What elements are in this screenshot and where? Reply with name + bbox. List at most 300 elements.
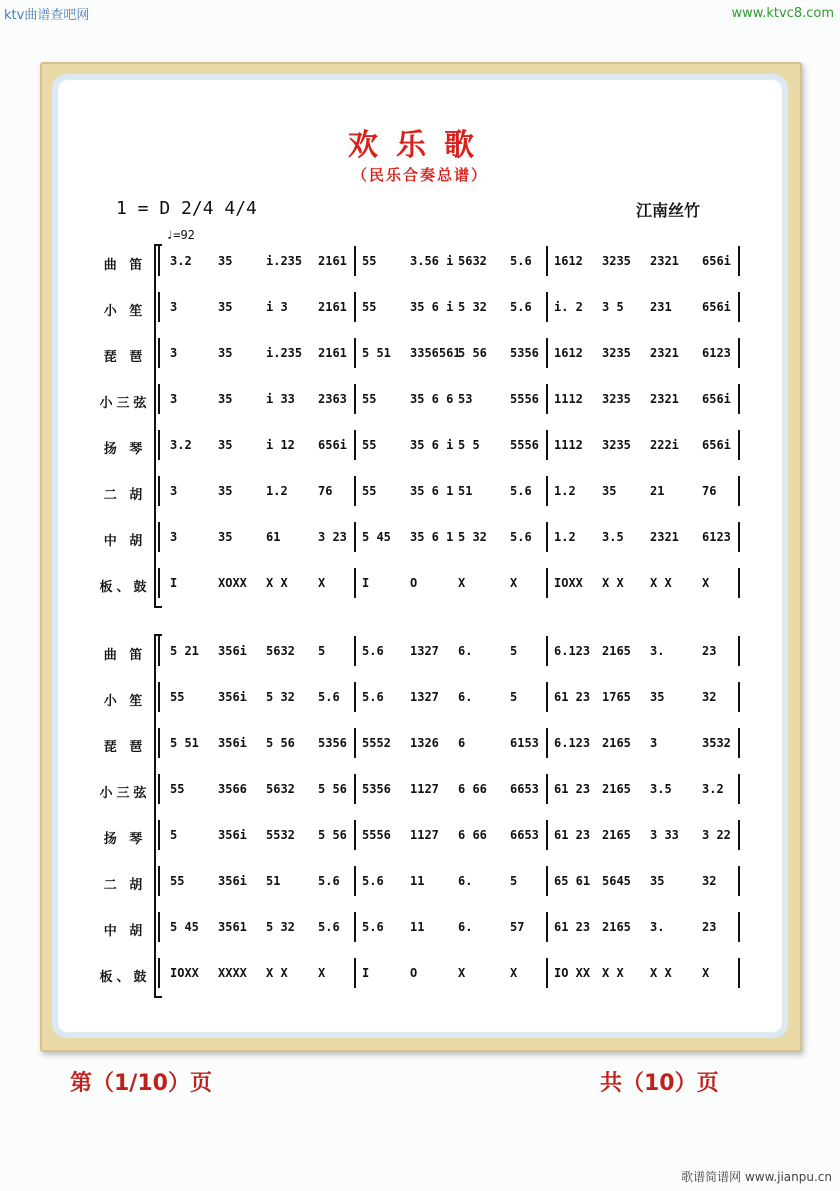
instrument-label: 二 胡 [103, 488, 147, 503]
note-group: 6. [458, 644, 473, 658]
note-group: 35 [218, 484, 233, 498]
note-group: 656i [702, 300, 731, 314]
note-group: i.235 [266, 346, 303, 360]
note-group: i 3 [266, 300, 288, 314]
staff-row [58, 516, 782, 560]
note-group: 3235 [602, 254, 631, 268]
staff-row [58, 722, 782, 766]
bar-line [738, 384, 740, 414]
note-group: 3.2 [170, 438, 192, 452]
note-group: IOXX [170, 966, 199, 980]
note-group: 5.6 [362, 644, 384, 658]
bar-line [738, 774, 740, 804]
note-group: 2165 [602, 782, 631, 796]
note-group: 2161 [318, 254, 347, 268]
bar-line [158, 912, 160, 942]
note-group: 35 [218, 346, 233, 360]
note-group: I [170, 576, 178, 590]
note-group: 5 56 [318, 782, 347, 796]
note-group: 2363 [318, 392, 347, 406]
note-group: 35 6 1 [410, 484, 454, 498]
note-group: 3 [170, 392, 178, 406]
note-group: 5632 [458, 254, 487, 268]
note-group: 35 [602, 484, 617, 498]
note-group: 5 32 [458, 530, 487, 544]
note-group: 5556 [510, 438, 539, 452]
bar-line [354, 430, 356, 460]
note-group: 55 [362, 484, 377, 498]
bar-line [158, 384, 160, 414]
note-group: 55 [170, 874, 185, 888]
note-group: X X [602, 576, 624, 590]
bar-line [354, 384, 356, 414]
note-group: 1612 [554, 346, 583, 360]
note-group: 2165 [602, 644, 631, 658]
note-group: 35 [650, 874, 665, 888]
bar-line [546, 682, 548, 712]
note-group: 55 [170, 690, 185, 704]
note-group: i 12 [266, 438, 295, 452]
note-group: 3566 [218, 782, 247, 796]
note-group: X [702, 576, 710, 590]
note-group: 3532 [702, 736, 731, 750]
note-group: X [318, 576, 326, 590]
note-group: I [362, 576, 370, 590]
note-group: 76 [318, 484, 333, 498]
note-group: 5 32 [458, 300, 487, 314]
note-group: 55 [170, 782, 185, 796]
bar-line [738, 292, 740, 322]
note-group: X [510, 576, 518, 590]
note-group: X X [650, 576, 672, 590]
bar-line [354, 522, 356, 552]
note-group: 35 [218, 300, 233, 314]
note-group: 6653 [510, 782, 539, 796]
note-group: X X [650, 966, 672, 980]
note-group: 5 56 [266, 736, 295, 750]
note-group: X [510, 966, 518, 980]
note-group: 3 [170, 346, 178, 360]
note-group: 76 [702, 484, 717, 498]
bar-line [546, 476, 548, 506]
bar-line [546, 774, 548, 804]
note-group: 3 [170, 530, 178, 544]
instrument-label: 琵 琶 [103, 740, 147, 755]
note-group: 6.123 [554, 736, 591, 750]
bar-line [354, 338, 356, 368]
staff-row [58, 470, 782, 514]
note-group: 6 66 [458, 828, 487, 842]
bar-line [546, 568, 548, 598]
bar-line [354, 728, 356, 758]
note-group: 3 [650, 736, 658, 750]
note-group: 1.2 [554, 530, 576, 544]
note-group: 5 5 [458, 438, 480, 452]
bar-line [158, 636, 160, 666]
bar-line [158, 958, 160, 988]
bar-line [546, 292, 548, 322]
note-group: 5 51 [170, 736, 199, 750]
note-group: 11 [410, 920, 425, 934]
bar-line [738, 728, 740, 758]
note-group: 1.2 [554, 484, 576, 498]
note-group: 3. [650, 644, 665, 658]
note-group: 55 [362, 392, 377, 406]
bar-line [546, 728, 548, 758]
note-group: 3 [170, 484, 178, 498]
note-group: 5.6 [318, 920, 340, 934]
note-group: X [318, 966, 326, 980]
note-group: 32 [702, 690, 717, 704]
page-current: 第（1/10）页 [70, 1071, 212, 1096]
bar-line [546, 338, 548, 368]
note-group: 3235 [602, 346, 631, 360]
note-group: 35 [218, 438, 233, 452]
note-group: 5356 [318, 736, 347, 750]
bar-line [546, 912, 548, 942]
bar-line [738, 246, 740, 276]
note-group: 35 6 i [410, 438, 454, 452]
instrument-label: 板、鼓 [99, 970, 151, 985]
note-group: 5556 [362, 828, 391, 842]
note-group: X X [266, 966, 288, 980]
site-link-right[interactable]: www.ktvc8.com [731, 6, 834, 21]
note-group: i. 2 [554, 300, 583, 314]
note-group: X [458, 576, 466, 590]
note-group: X X [602, 966, 624, 980]
note-group: 5.6 [510, 254, 532, 268]
note-group: 3356561 [410, 346, 461, 360]
note-group: 61 23 [554, 690, 591, 704]
note-group: 5552 [362, 736, 391, 750]
score-system [58, 630, 782, 998]
note-group: 61 23 [554, 782, 591, 796]
bar-line [738, 636, 740, 666]
note-group: 356i [218, 644, 247, 658]
bar-line [354, 866, 356, 896]
note-group: 23 [702, 644, 717, 658]
instrument-label: 扬 琴 [103, 832, 147, 847]
note-group: 356i [218, 828, 247, 842]
note-group: 5.6 [510, 300, 532, 314]
instrument-label: 小三弦 [99, 396, 151, 411]
bar-line [354, 682, 356, 712]
note-group: 6 [458, 736, 466, 750]
instrument-label: 琵 琶 [103, 350, 147, 365]
note-group: 35 6 i [410, 300, 454, 314]
note-group: 61 [266, 530, 281, 544]
bar-line [158, 430, 160, 460]
note-group: 5532 [266, 828, 295, 842]
note-group: O [410, 966, 418, 980]
bar-line [354, 912, 356, 942]
note-group: 5.6 [510, 484, 532, 498]
staff-row [58, 952, 782, 996]
note-group: 3235 [602, 392, 631, 406]
note-group: 35 [650, 690, 665, 704]
bar-line [354, 774, 356, 804]
note-group: 3235 [602, 438, 631, 452]
note-group: 656i [702, 438, 731, 452]
note-group: 6 66 [458, 782, 487, 796]
note-group: 5645 [602, 874, 631, 888]
bar-line [158, 866, 160, 896]
note-group: 2165 [602, 920, 631, 934]
bar-line [158, 568, 160, 598]
note-group: 5.6 [318, 874, 340, 888]
staff-row [58, 768, 782, 812]
bar-line [354, 246, 356, 276]
note-group: 2321 [650, 530, 679, 544]
bar-line [738, 522, 740, 552]
note-group: 356i [218, 690, 247, 704]
note-group: 3.2 [702, 782, 724, 796]
note-group: 5 32 [266, 920, 295, 934]
staff-row [58, 332, 782, 376]
note-group: 6123 [702, 530, 731, 544]
staff-row [58, 630, 782, 674]
instrument-label: 扬 琴 [103, 442, 147, 457]
note-group: I [362, 966, 370, 980]
staff-row [58, 240, 782, 284]
bar-line [158, 820, 160, 850]
instrument-label: 曲 笛 [103, 258, 147, 273]
bar-line [546, 958, 548, 988]
note-group: 1112 [554, 438, 583, 452]
note-group: 5556 [510, 392, 539, 406]
note-group: 656i [702, 254, 731, 268]
note-group: 5 [510, 690, 518, 704]
instrument-label: 小 笙 [103, 694, 147, 709]
note-group: 5 56 [318, 828, 347, 842]
note-group: 2165 [602, 736, 631, 750]
note-group: 356i [218, 736, 247, 750]
note-group: 51 [266, 874, 281, 888]
bar-line [158, 774, 160, 804]
note-group: 51 [458, 484, 473, 498]
bar-line [158, 682, 160, 712]
note-group: 5 [510, 644, 518, 658]
note-group: 222i [650, 438, 679, 452]
note-group: 57 [510, 920, 525, 934]
bar-line [546, 246, 548, 276]
note-group: 2165 [602, 828, 631, 842]
staff-row [58, 286, 782, 330]
note-group: 3 23 [318, 530, 347, 544]
bar-line [738, 568, 740, 598]
composer: 江南丝竹 [636, 201, 701, 220]
bar-line [546, 384, 548, 414]
note-group: 5.6 [510, 530, 532, 544]
note-group: 5.6 [362, 874, 384, 888]
note-group: X [458, 966, 466, 980]
note-group: 3 5 [602, 300, 624, 314]
note-group: 65 61 [554, 874, 591, 888]
note-group: 1127 [410, 782, 439, 796]
note-group: 5 51 [362, 346, 391, 360]
bar-line [738, 912, 740, 942]
instrument-label: 中 胡 [103, 924, 147, 939]
bar-line [738, 682, 740, 712]
note-group: 55 [362, 438, 377, 452]
staff-row [58, 424, 782, 468]
note-group: 6. [458, 920, 473, 934]
note-group: 5356 [510, 346, 539, 360]
note-group: 3.5 [602, 530, 624, 544]
note-group: i 33 [266, 392, 295, 406]
bar-line [546, 522, 548, 552]
bar-line [738, 820, 740, 850]
bar-line [158, 476, 160, 506]
bar-line [738, 866, 740, 896]
score-page [58, 80, 782, 1032]
note-group: 35 6 6 [410, 392, 454, 406]
note-group: 1327 [410, 644, 439, 658]
score-title: 欢乐歌 [348, 128, 492, 163]
score-subtitle: （民乐合奏总谱） [351, 166, 488, 184]
note-group: X X [266, 576, 288, 590]
note-group: 356i [218, 874, 247, 888]
note-group: 1765 [602, 690, 631, 704]
note-group: 231 [650, 300, 672, 314]
bar-line [158, 728, 160, 758]
note-group: 35 [218, 254, 233, 268]
bar-line [546, 866, 548, 896]
note-group: 3. [650, 920, 665, 934]
note-group: 5 [318, 644, 326, 658]
note-group: 6123 [702, 346, 731, 360]
bar-line [354, 820, 356, 850]
bar-line [354, 958, 356, 988]
note-group: 21 [650, 484, 665, 498]
bar-line [546, 636, 548, 666]
note-group: 1.2 [266, 484, 288, 498]
note-group: 6. [458, 690, 473, 704]
note-group: 55 [362, 254, 377, 268]
note-group: 6653 [510, 828, 539, 842]
instrument-label: 曲 笛 [103, 648, 147, 663]
note-group: 1112 [554, 392, 583, 406]
note-group: 53 [458, 392, 473, 406]
note-group: 5 [510, 874, 518, 888]
note-group: 2321 [650, 346, 679, 360]
bar-line [158, 292, 160, 322]
note-group: 5632 [266, 644, 295, 658]
note-group: 6153 [510, 736, 539, 750]
bar-line [546, 820, 548, 850]
note-group: 11 [410, 874, 425, 888]
site-link-left[interactable]: ktv曲谱查吧网 [4, 8, 90, 23]
staff-row [58, 676, 782, 720]
instrument-label: 中 胡 [103, 534, 147, 549]
bar-line [354, 636, 356, 666]
key-signature: 1 = D 2/4 4/4 [116, 198, 257, 219]
note-group: 23 [702, 920, 717, 934]
note-group: 3561 [218, 920, 247, 934]
note-group: 2161 [318, 300, 347, 314]
note-group: 656i [318, 438, 347, 452]
bar-line [738, 338, 740, 368]
note-group: 5 56 [458, 346, 487, 360]
instrument-label: 小三弦 [99, 786, 151, 801]
note-group: 1327 [410, 690, 439, 704]
bar-line [158, 246, 160, 276]
note-group: 1326 [410, 736, 439, 750]
note-group: 656i [702, 392, 731, 406]
bar-line [738, 958, 740, 988]
note-group: 61 23 [554, 920, 591, 934]
note-group: 3.56 i [410, 254, 454, 268]
note-group: 3.5 [650, 782, 672, 796]
note-group: 6. [458, 874, 473, 888]
bar-line [354, 568, 356, 598]
bar-line [158, 338, 160, 368]
note-group: 32 [702, 874, 717, 888]
staff-row [58, 378, 782, 422]
note-group: XOXX [218, 576, 247, 590]
note-group: 3 [170, 300, 178, 314]
note-group: 2321 [650, 392, 679, 406]
note-group: 5 45 [170, 920, 199, 934]
note-group: 2161 [318, 346, 347, 360]
score-frame-inner [52, 74, 788, 1038]
note-group: 1612 [554, 254, 583, 268]
bar-line [158, 522, 160, 552]
note-group: 5.6 [318, 690, 340, 704]
note-group: 35 [218, 392, 233, 406]
bar-line [354, 292, 356, 322]
page-total: 共（10）页 [600, 1071, 719, 1096]
note-group: O [410, 576, 418, 590]
note-group: 5632 [266, 782, 295, 796]
score-system [58, 240, 782, 608]
note-group: 61 23 [554, 828, 591, 842]
instrument-label: 板、鼓 [99, 580, 151, 595]
staff-row [58, 860, 782, 904]
bar-line [354, 476, 356, 506]
instrument-label: 小 笙 [103, 304, 147, 319]
staff-row [58, 906, 782, 950]
note-group: 35 [218, 530, 233, 544]
note-group: 3.2 [170, 254, 192, 268]
bar-line [546, 430, 548, 460]
note-group: i.235 [266, 254, 303, 268]
bar-line [738, 430, 740, 460]
note-group: 5 [170, 828, 178, 842]
bar-line [738, 476, 740, 506]
instrument-label: 二 胡 [103, 878, 147, 893]
watermark: 歌谱简谱网 www.jianpu.cn [681, 1170, 832, 1184]
note-group: 2321 [650, 254, 679, 268]
note-group: 3 33 [650, 828, 679, 842]
note-group: 5 32 [266, 690, 295, 704]
staff-row [58, 814, 782, 858]
note-group: 5.6 [362, 920, 384, 934]
staff-row [58, 562, 782, 606]
note-group: XXXX [218, 966, 247, 980]
note-group: X [702, 966, 710, 980]
note-group: IOXX [554, 576, 583, 590]
note-group: 5 45 [362, 530, 391, 544]
note-group: 5356 [362, 782, 391, 796]
score-frame [40, 62, 802, 1052]
note-group: 6.123 [554, 644, 591, 658]
note-group: 5 21 [170, 644, 199, 658]
note-group: IO XX [554, 966, 591, 980]
note-group: 3 22 [702, 828, 731, 842]
note-group: 55 [362, 300, 377, 314]
note-group: 35 6 1 [410, 530, 454, 544]
